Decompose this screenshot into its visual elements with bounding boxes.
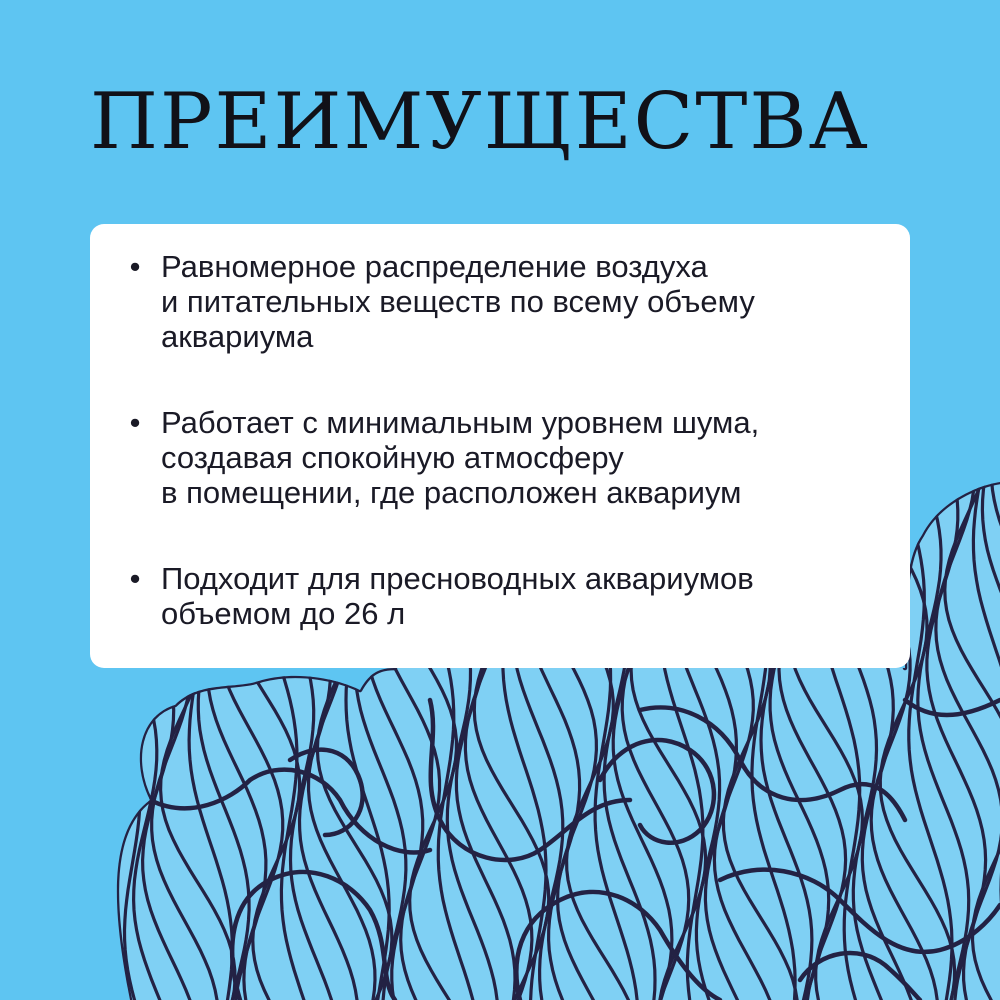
benefit-item [128,249,870,354]
bullet-icon: • [129,249,141,284]
bullet-icon: • [129,405,141,440]
benefit-text: Равномерное распределение воздуха и питательных веществ по всему объему аквариума [161,249,755,354]
benefits-card [90,224,910,668]
benefit-item [128,561,870,631]
page-title: ПРЕИМУЩЕСТВА [90,77,870,167]
benefit-item [128,405,870,510]
benefit-text: Работает с минимальным уровнем шума, создавая спокойную атмосферу в помещении, где расположен аквариум [161,405,760,510]
bullet-icon: • [129,561,141,596]
benefit-text: Подходит для пресноводных аквариумов объемом до 26 л [161,561,754,631]
benefits-list [128,249,870,631]
